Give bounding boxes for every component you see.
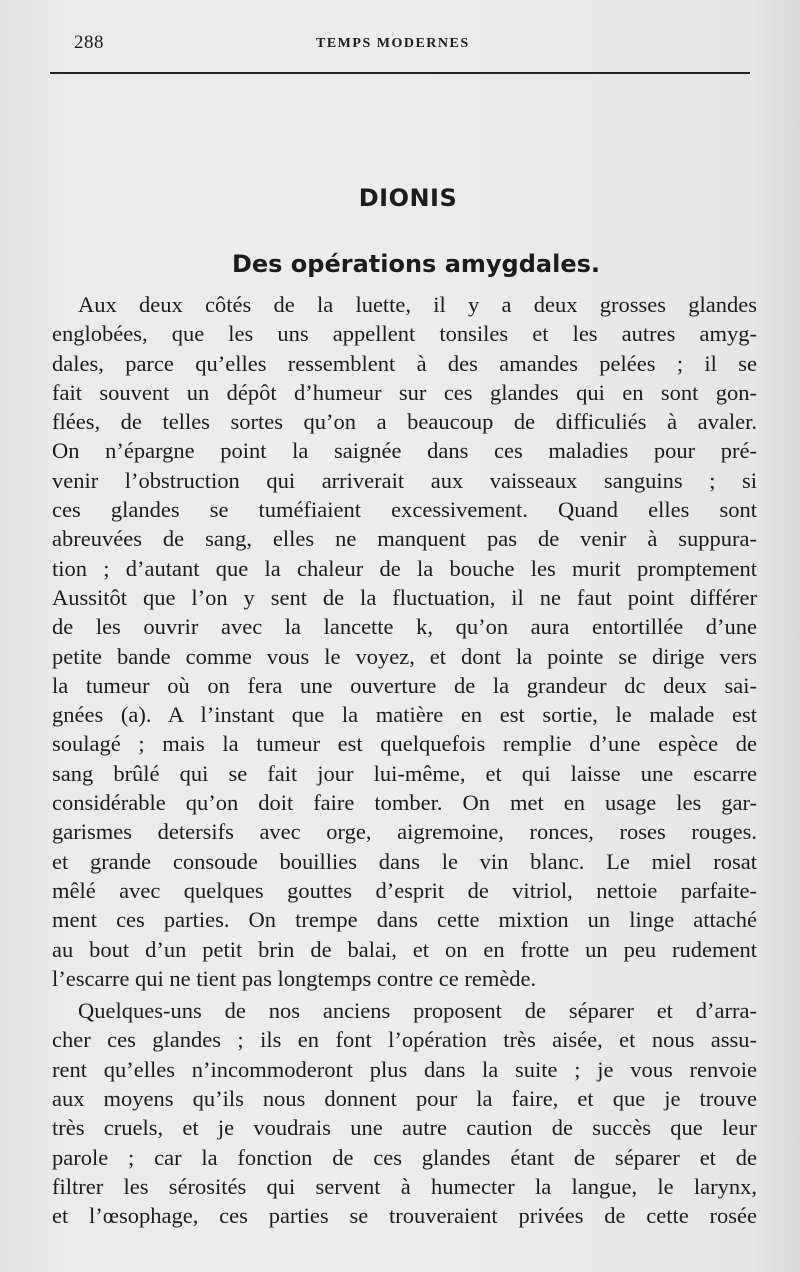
text-line: Quelques-uns de nos anciens proposent de séparer et d’arra- (78, 998, 757, 1024)
text-line: englobées, que les uns appellent tonsiles et les autres amyg- (52, 321, 757, 347)
text-line: sang brûlé qui se fait jour lui-même, et qui laisse une escarre (52, 760, 757, 786)
text-line: l’escarre qui ne tient pas longtemps contre ce remède. (52, 965, 537, 991)
text-line: et grande consoude bouillies dans le vin blanc. Le miel rosat (52, 848, 757, 874)
text-line: Aussitôt que l’on y sent de la fluctuation, il ne faut point différer (52, 584, 757, 610)
text-line: filtrer les sérosités qui servent à humecter la langue, le larynx, (52, 1173, 757, 1199)
text-line: très cruels, et je voudrais une autre caution de succès que leur (52, 1115, 757, 1141)
page-number: 288 (74, 32, 104, 53)
header-rule (50, 72, 750, 74)
text-line: dales, parce qu’elles ressemblent à des amandes pelées ; il se (52, 350, 757, 376)
text-line: gnées (a). A l’instant que la matière en est sortie, le malade est (52, 702, 757, 728)
text-line: Aux deux côtés de la luette, il y a deux grosses glandes (78, 292, 757, 317)
text-line: de les ouvrir avec la lancette k, qu’on aura entortillée d’une (52, 614, 757, 640)
text-line: ces glandes se tuméfiaient excessivement. Quand elles sont (52, 497, 757, 523)
text-line: abreuvées de sang, elles ne manquent pas de venir à suppura- (52, 526, 757, 552)
text-line: venir l’obstruction qui arriverait aux vaisseaux sanguins ; si (52, 467, 757, 493)
running-head: TEMPS MODERNES (316, 36, 470, 51)
section-title: Des opérations amygdales. (231, 250, 601, 278)
chapter-title: DIONIS (358, 184, 458, 212)
text-line: parole ; car la fonction de ces glandes étant de séparer et de (52, 1144, 757, 1170)
text-line: fait souvent un dépôt d’humeur sur ces glandes qui en sont gon- (52, 379, 757, 405)
text-line: flées, de telles sortes qu’on a beaucoup de difficuliés à avaler. (52, 409, 757, 435)
text-line: considérable qu’on doit faire tomber. On met en usage les gar- (52, 790, 757, 816)
text-line: la tumeur où on fera une ouverture de la grandeur dc deux sai- (52, 672, 757, 698)
text-line: et l’œsophage, ces parties se trouveraient privées de cette rosée (52, 1203, 757, 1229)
paragraph-1 (52, 290, 757, 993)
text-line: rent qu’elles n’incommoderont plus dans la suite ; je vous renvoie (52, 1056, 757, 1082)
text-line: aux moyens qu’ils nous donnent pour la faire, et que je trouve (52, 1086, 757, 1112)
text-line: tion ; d’autant que la chaleur de la bouche les murit promptement (52, 555, 757, 581)
text-line: ment ces parties. On trempe dans cette mixtion un linge attaché (52, 907, 757, 933)
text-line: mêlé avec quelques gouttes d’esprit de vitriol, nettoie parfaite- (52, 877, 757, 903)
text-line: garismes detersifs avec orge, aigremoine, ronces, roses rouges. (52, 819, 757, 845)
text-line: au bout d’un petit brin de balai, et on en frotte un peu rudement (52, 936, 757, 962)
text-line: soulagé ; mais la tumeur est quelquefois remplie d’une espèce de (52, 731, 757, 757)
text-line: On n’épargne point la saignée dans ces maladies pour pré- (52, 438, 757, 464)
text-line: petite bande comme vous le voyez, et dont la pointe se dirige vers (52, 643, 757, 669)
text-line: cher ces glandes ; ils en font l’opération très aisée, et nous assu- (52, 1027, 757, 1053)
body-text (52, 290, 757, 1231)
paragraph-2 (52, 996, 757, 1230)
